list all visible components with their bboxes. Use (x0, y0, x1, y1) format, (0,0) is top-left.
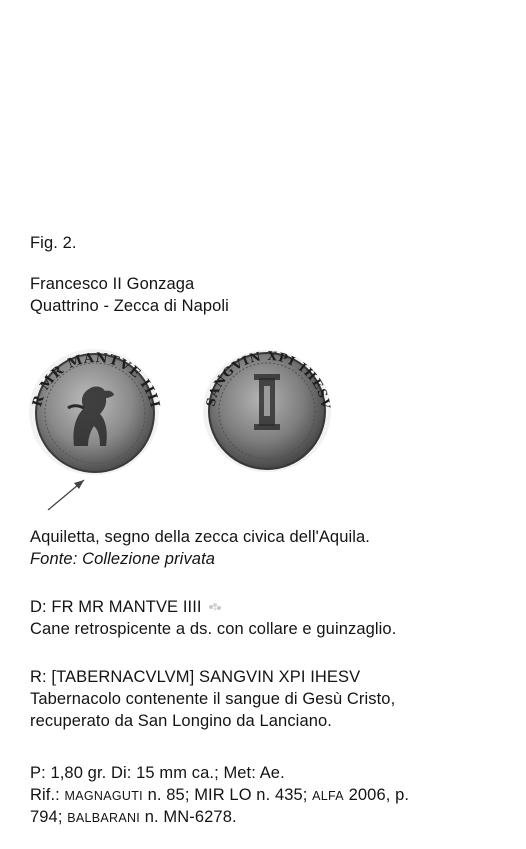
reverse-legend: R: [TABERNACVLVM] SANGVIN XPI IHESV (30, 668, 361, 686)
mint-mark-note: Aquiletta, segno della zecca civica dell'Aquila. (30, 528, 370, 546)
coin-obverse-image (22, 346, 172, 516)
source-value: Collezione privata (82, 550, 216, 568)
figure-label: Fig. 2. (30, 234, 77, 252)
figure-title: Francesco II Gonzaga (30, 275, 195, 293)
ref-author-balbarani: BALBARANI (67, 811, 141, 825)
ref-page-number: 794; (30, 808, 68, 826)
ref-1-detail: n. 85; MIR LO n. 435; (142, 786, 313, 804)
ref-author-alfa: ALFA (312, 789, 344, 803)
references-line-1 (30, 784, 409, 807)
reverse-description-2: recuperato da San Longino da Lanciano. (30, 712, 332, 730)
obverse-legend (30, 596, 224, 618)
ref-author-magnaguti: MAGNAGUTI (64, 789, 143, 803)
source-line (30, 548, 215, 570)
rosette-icon (206, 601, 224, 613)
figure-subtitle: Quattrino - Zecca di Napoli (30, 297, 229, 315)
rif-label: Rif.: (30, 786, 60, 804)
reverse-legend-engraving: SANGVIN XPI IHESV (203, 348, 333, 411)
references-line-2 (30, 806, 237, 829)
obverse-legend-text: D: FR MR MANTVE IIII (30, 598, 202, 616)
coin-reverse-image (198, 348, 338, 478)
obverse-description: Cane retrospicente a ds. con collare e guinzaglio. (30, 620, 397, 638)
ref-3-detail: n. MN-6278. (140, 808, 237, 826)
source-label: Fonte: (30, 550, 78, 568)
physical-details: P: 1,80 gr. Di: 15 mm ca.; Met: Ae. (30, 764, 285, 782)
ref-2-detail: 2006, p. (343, 786, 410, 804)
obverse-legend-engraving: R MR MANTVE IIII (30, 350, 163, 410)
reverse-description-1: Tabernacolo contenente il sangue di Gesù Cristo, (30, 690, 396, 708)
